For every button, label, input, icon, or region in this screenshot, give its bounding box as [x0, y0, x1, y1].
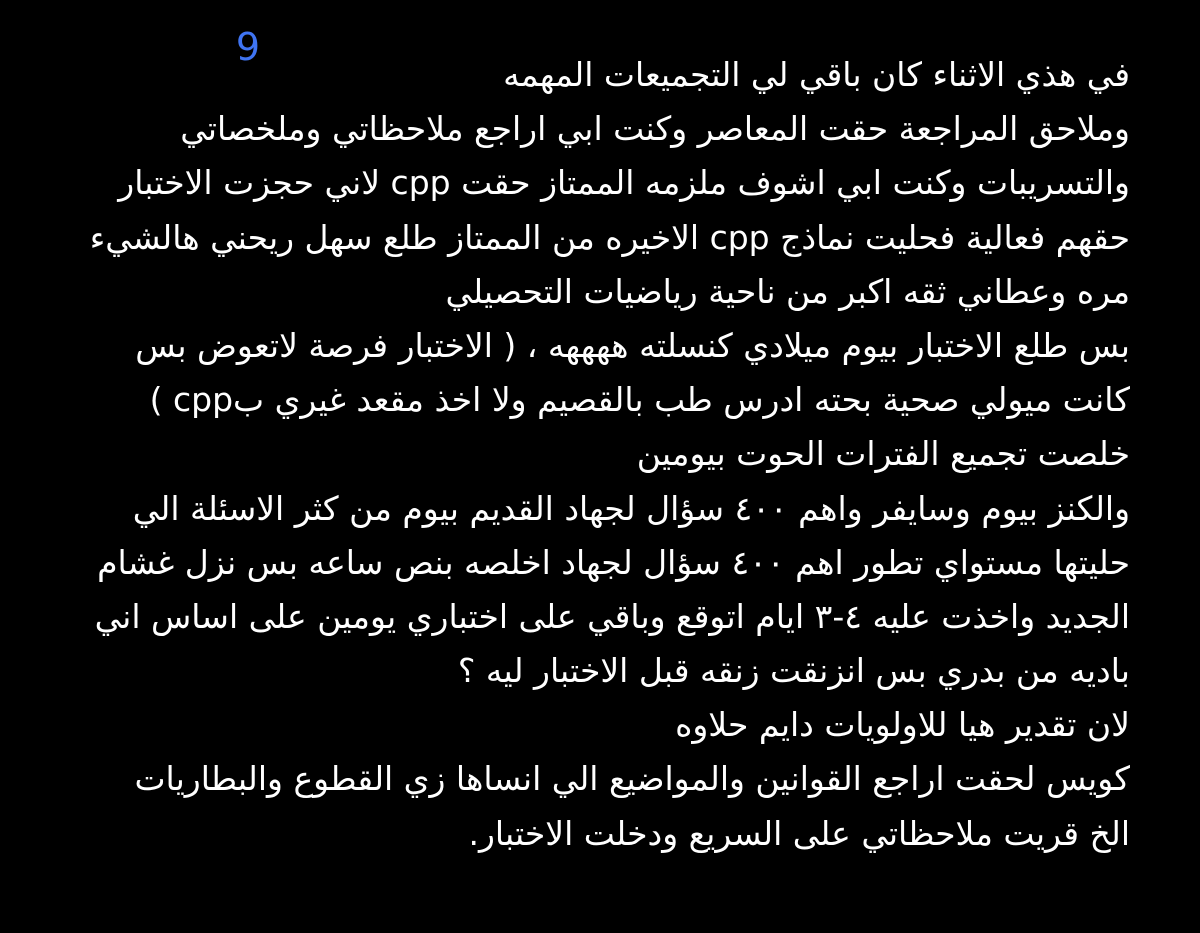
page-number: 9	[235, 25, 261, 69]
note-line: وملاحق المراجعة حقت المعاصر وكنت ابي اراجع ملاحظاتي وملخصاتي	[180, 109, 1130, 149]
note-line: والكنز بيوم وسايفر واهم ٤٠٠ سؤال لجهاد القديم بيوم من كثر الاسئلة الي	[132, 488, 1130, 528]
note-line: في هذي الاثناء كان باقي لي التجميعات المهمه	[503, 55, 1130, 94]
note-line: والتسريبات وكنت ابي اشوف ملزمه الممتاز حقت cpp لاني حجزت الاختبار	[118, 163, 1130, 203]
note-line: كويس لحقت اراجع القوانين والمواضيع الي انساها زي القطوع والبطاريات	[134, 759, 1130, 799]
note-line: بس طلع الاختبار بيوم ميلادي كنسلته ههههه ، ( الاختبار فرصة لاتعوض بس	[135, 325, 1130, 365]
note-line: الخ قريت ملاحظاتي على السريع ودخلت الاختبار.	[468, 813, 1130, 853]
note-body	[90, 48, 1130, 861]
note-line: خلصت تجميع الفترات الحوت بيومين	[636, 434, 1130, 474]
note-line: لان تقدير هيا للاولويات دايم حلاوه	[675, 705, 1130, 745]
note-line: حقهم فعالية فحليت نماذج cpp الاخيره من الممتاز طلع سهل ريحني هالشيء	[89, 217, 1130, 257]
note-line: باديه من بدري بس انزنقت زنقه قبل الاختبار ليه ؟	[457, 651, 1130, 691]
note-line: حليتها مستواي تطور اهم ٤٠٠ سؤال لجهاد اخلصه بنص ساعه بس نزل غشام	[97, 542, 1130, 582]
note-line: مره وعطاني ثقه اكبر من ناحية رياضيات التحصيلي	[445, 271, 1130, 311]
note-line: كانت ميولي صحية بحته ادرس طب بالقصيم ولا اخذ مقعد غيري بcpp )	[149, 380, 1130, 420]
note-line: الجديد واخذت عليه ٤-٣ ايام اتوقع وباقي على اختباري يومين على اساس اني	[94, 596, 1130, 636]
